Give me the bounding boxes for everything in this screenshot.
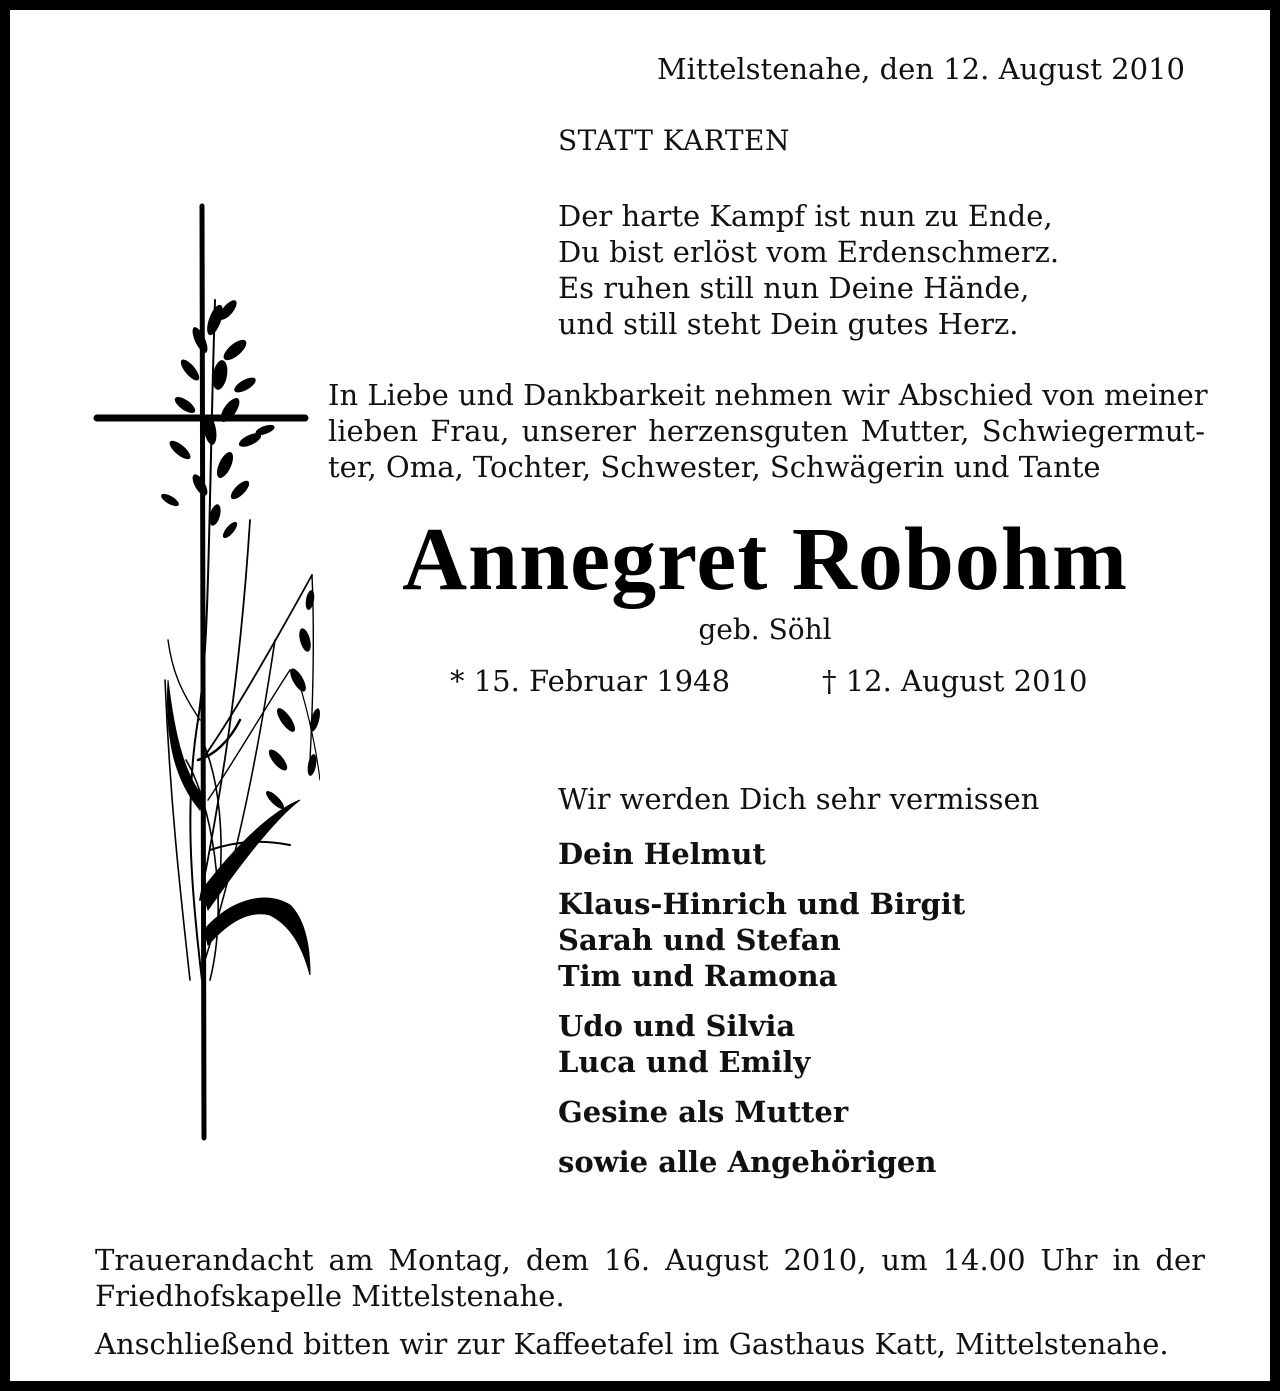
farewell-text <box>328 377 1208 485</box>
poem-line: Der harte Kampf ist nun zu Ende, <box>558 199 1053 233</box>
mourner-name: sowie alle Angehörigen <box>558 1145 937 1179</box>
maiden-name: geb. Söhl <box>698 613 832 646</box>
poem-line: Es ruhen still nun Deine Hände, <box>558 271 1030 305</box>
birth-date: * 15. Februar 1948 <box>450 664 731 698</box>
place-date: Mittelstenahe, den 12. August 2010 <box>656 52 1185 86</box>
death-date: † 12. August 2010 <box>822 664 1088 698</box>
mourners-intro: Wir werden Dich sehr vermissen <box>558 782 1040 816</box>
service-line: Friedhofskapelle Mittelstenahe. <box>95 1279 565 1313</box>
farewell-line: In Liebe und Dankbarkeit nehmen wir Abschied von meiner <box>328 378 1208 412</box>
mourner-group <box>558 1008 965 1080</box>
mourners-list <box>558 836 965 1194</box>
deceased-name: Annegret Robohm <box>402 510 1128 609</box>
poem <box>558 198 1059 342</box>
mourner-group <box>558 886 965 994</box>
mourner-name: Luca und Emily <box>558 1045 811 1079</box>
poem-line: und still steht Dein gutes Herz. <box>558 307 1019 341</box>
mourner-group <box>558 1094 965 1130</box>
mourner-name: Klaus-Hinrich und Birgit <box>558 887 966 921</box>
farewell-line: lieben Frau, unserer herzensguten Mutter, Schwiegermut- <box>328 414 1205 448</box>
statt-karten-heading: STATT KARTEN <box>558 124 790 157</box>
service-line: Trauerandacht am Montag, dem 16. August 2010, um 14.00 Uhr in der <box>95 1243 1205 1277</box>
reception-line: Anschließend bitten wir zur Kaffeetafel im Gasthaus Katt, Mittelstenahe. <box>95 1327 1169 1361</box>
mourner-name: Gesine als Mutter <box>558 1095 849 1129</box>
mourner-name: Udo und Silvia <box>558 1009 796 1043</box>
mourner-group <box>558 1144 965 1180</box>
poem-line: Du bist erlöst vom Erdenschmerz. <box>558 235 1060 269</box>
cross-with-grass-icon <box>90 200 320 1145</box>
mourner-name: Dein Helmut <box>558 837 766 871</box>
farewell-line: ter, Oma, Tochter, Schwester, Schwägerin und Tante <box>328 450 1101 484</box>
mourner-name: Sarah und Stefan <box>558 923 841 957</box>
mourner-name: Tim und Ramona <box>558 959 838 993</box>
mourner-group <box>558 836 965 872</box>
service-info <box>95 1242 1205 1362</box>
